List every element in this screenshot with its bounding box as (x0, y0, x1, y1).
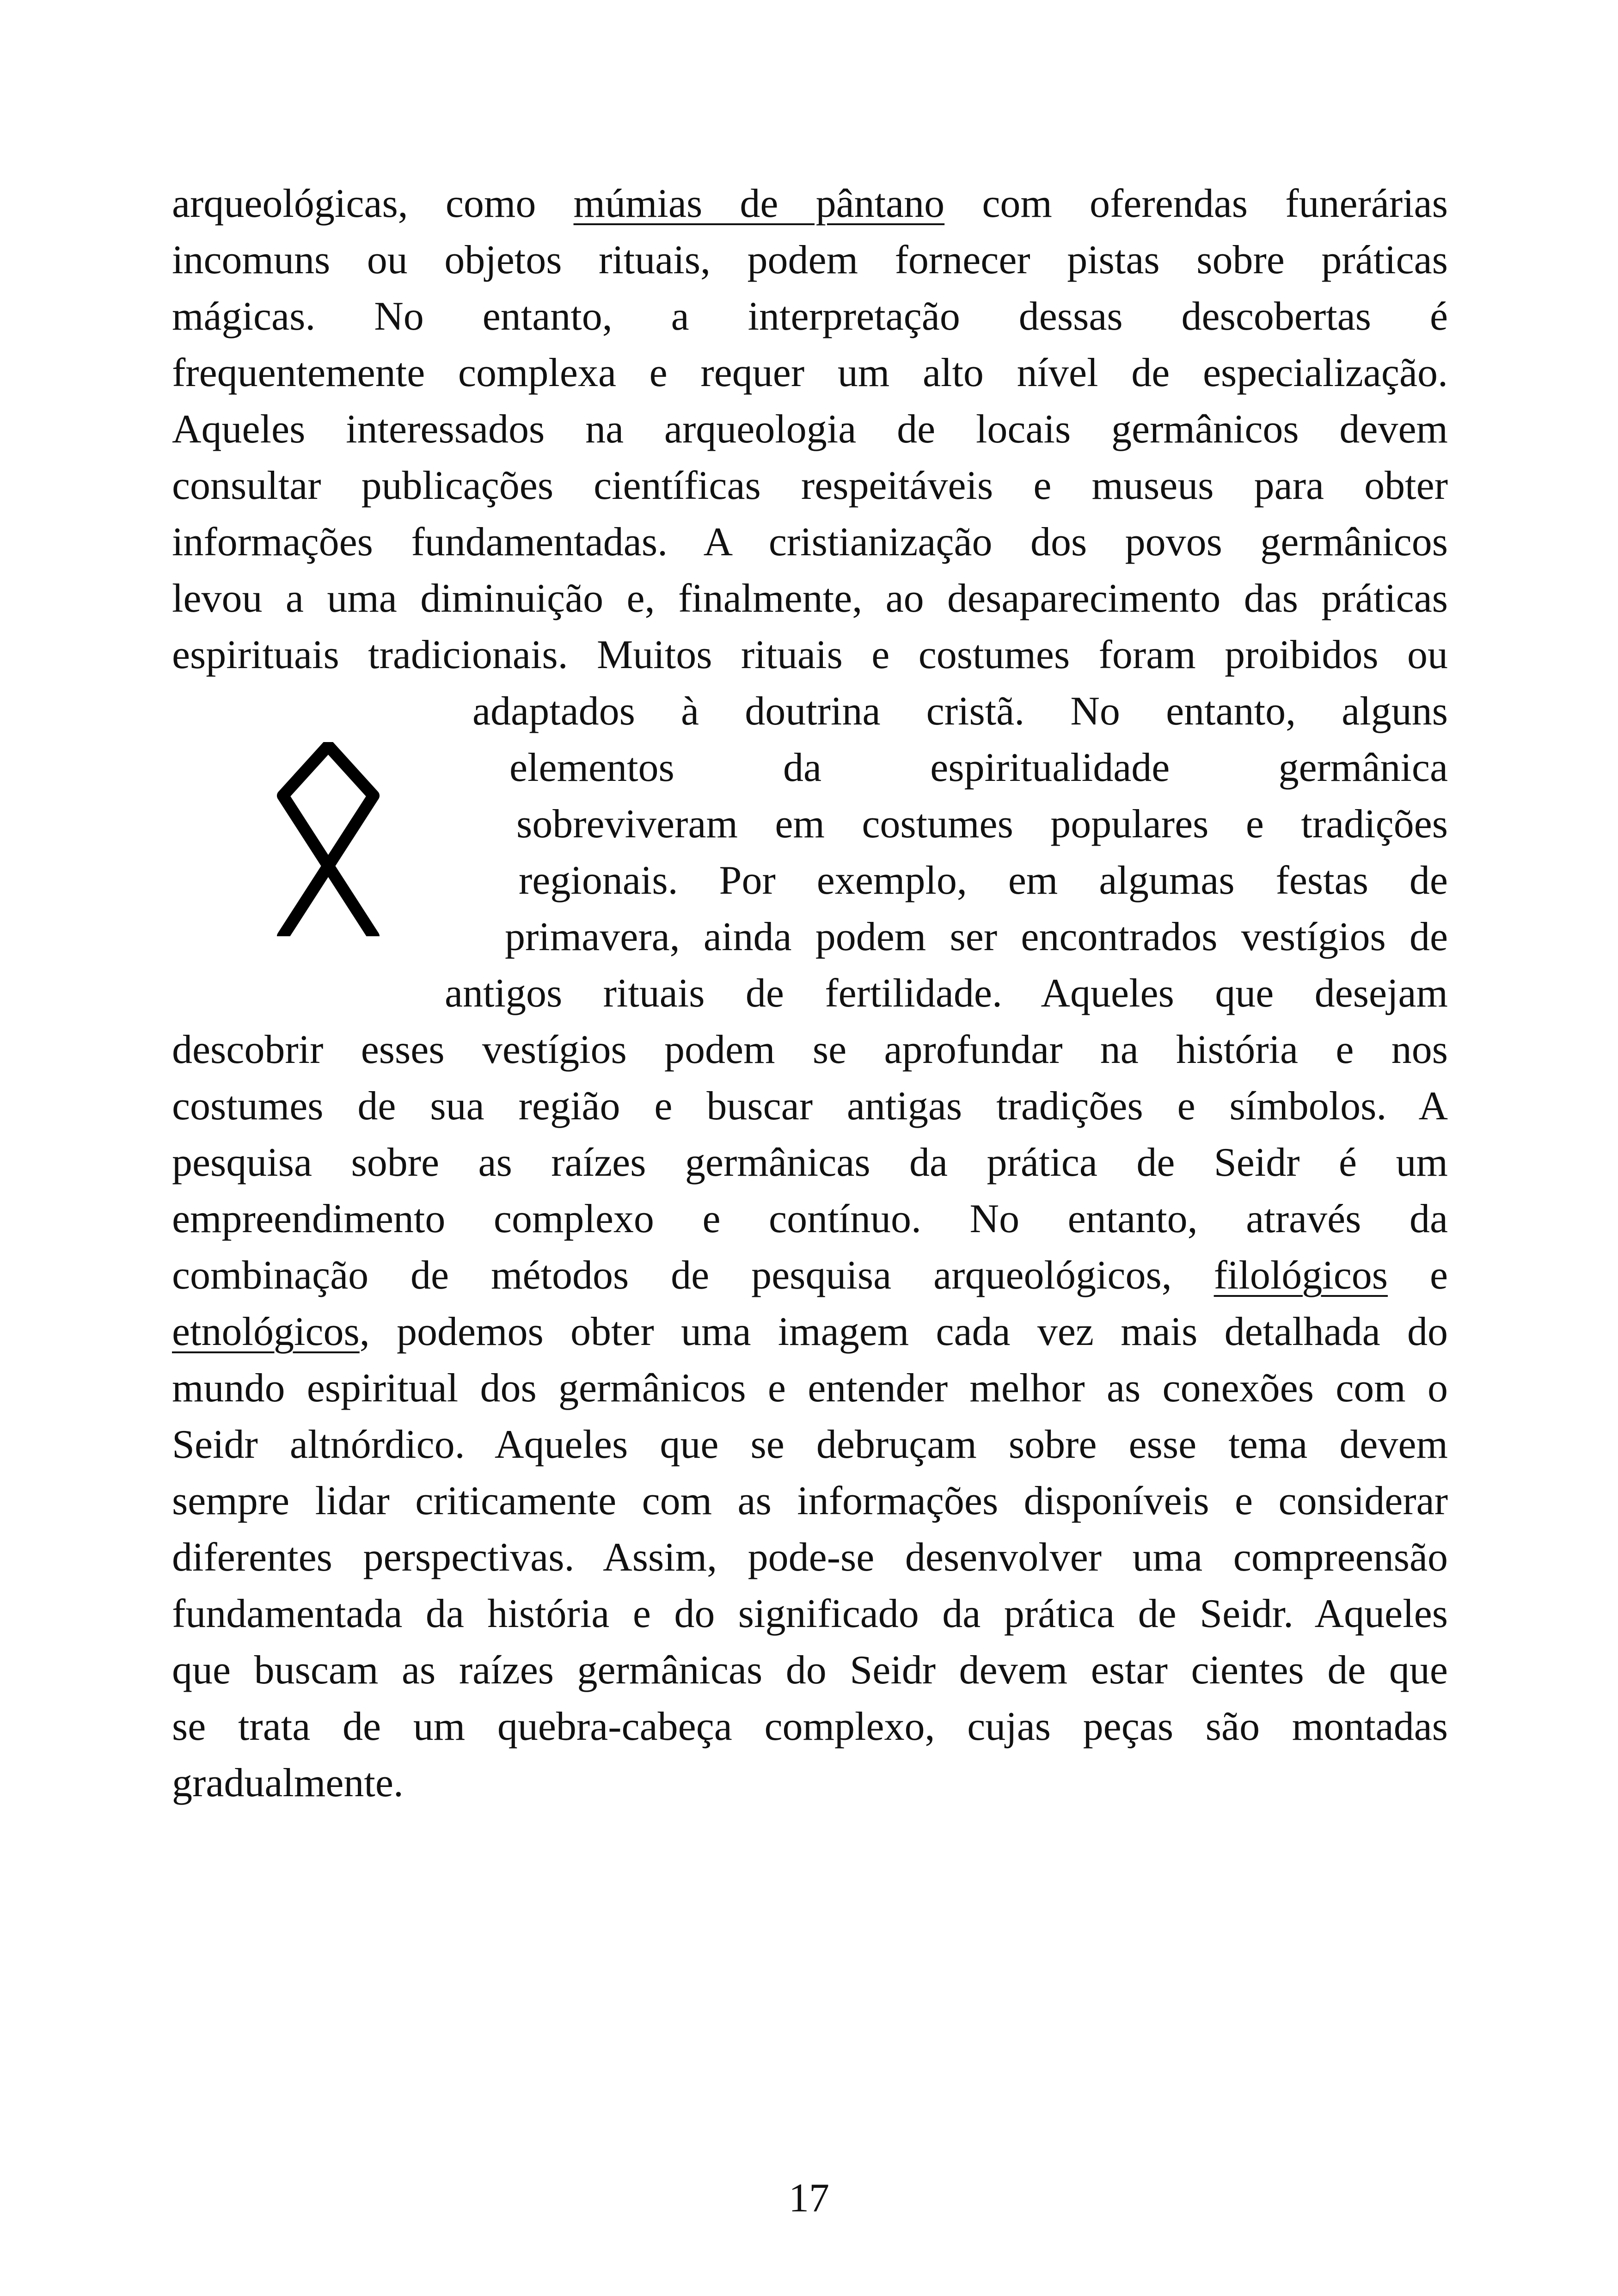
text-segment: que buscam as raízes germânicas do Seidr devem estar cientes de que (172, 1648, 1448, 1693)
text-line (516, 796, 1448, 853)
text-segment: pesquisa sobre as raízes germânicas da prática de Seidr é um (172, 1140, 1448, 1185)
text-segment: combinação de métodos de pesquisa arqueológicos, (172, 1253, 1214, 1298)
text-segment: regionais. Por exemplo, em algumas festas de (519, 858, 1448, 903)
text-line (172, 1699, 1448, 1755)
text-segment: empreendimento complexo e contínuo. No entanto, através da (172, 1197, 1448, 1241)
text-line (172, 345, 1448, 401)
text-line (172, 401, 1448, 458)
text-line (505, 909, 1448, 965)
text-segment: elementos da espiritualidade germânica (509, 745, 1448, 790)
text-segment: fundamentada da história e do significado da prática de Seidr. Aqueles (172, 1591, 1448, 1636)
body-text (172, 176, 1448, 1811)
text-segment: e (1388, 1253, 1448, 1298)
text-line (172, 1642, 1448, 1699)
text-segment: mundo espiritual dos germânicos e entender melhor as conexões com o (172, 1366, 1448, 1411)
text-segment: primavera, ainda podem ser encontrados vestígios de (505, 915, 1448, 959)
text-line (172, 1529, 1448, 1586)
text-line (172, 1586, 1448, 1642)
text-line (172, 1473, 1448, 1529)
text-segment: descobrir esses vestígios podem se aprofundar na história e nos (172, 1027, 1448, 1072)
text-line (172, 1360, 1448, 1417)
text-segment: sempre lidar criticamente com as informações disponíveis e considerar (172, 1479, 1448, 1523)
text-line (172, 232, 1448, 289)
text-line (445, 965, 1448, 1022)
text-line (172, 1247, 1448, 1304)
text-line (172, 289, 1448, 345)
text-segment: antigos rituais de fertilidade. Aqueles que desejam (445, 971, 1448, 1016)
text-line (172, 1755, 1448, 1811)
text-segment: Aqueles interessados na arqueologia de locais germânicos devem (172, 407, 1448, 452)
text-line (172, 571, 1448, 627)
text-line (172, 1135, 1448, 1191)
page-number: 17 (789, 2176, 829, 2221)
text-segment: frequentemente complexa e requer um alto nível de especialização. (172, 350, 1448, 395)
text-line (172, 458, 1448, 514)
text-line (172, 1304, 1448, 1360)
text-segment: espirituais tradicionais. Muitos rituais e costumes foram proibidos ou (172, 632, 1448, 677)
text-line (172, 627, 1448, 683)
text-segment: com oferendas funerárias (944, 181, 1448, 226)
text-line (519, 853, 1448, 909)
underlined-term: etnológicos (172, 1309, 360, 1354)
text-segment: sobreviveram em costumes populares e tradições (516, 802, 1448, 847)
text-segment: informações fundamentadas. A cristianização dos povos germânicos (172, 520, 1448, 565)
text-line (172, 514, 1448, 571)
othala-rune-icon (273, 742, 384, 936)
underlined-term: filológicos (1214, 1253, 1388, 1298)
text-segment: consultar publicações científicas respeitáveis e museus para obter (172, 463, 1448, 508)
text-segment: gradualmente. (172, 1761, 404, 1805)
text-line (172, 1417, 1448, 1473)
text-line (509, 740, 1448, 796)
text-segment: se trata de um quebra-cabeça complexo, cujas peças são montadas (172, 1704, 1448, 1749)
text-line (172, 1078, 1448, 1135)
text-line (172, 176, 1448, 232)
text-line (172, 1191, 1448, 1247)
text-segment: mágicas. No entanto, a interpretação dessas descobertas é (172, 294, 1448, 339)
text-line (472, 683, 1448, 740)
text-segment: incomuns ou objetos rituais, podem fornecer pistas sobre práticas (172, 238, 1448, 282)
text-segment: diferentes perspectivas. Assim, pode-se desenvolver uma compreensão (172, 1535, 1448, 1580)
text-segment: adaptados à doutrina cristã. No entanto, alguns (472, 689, 1448, 734)
text-line (172, 1022, 1448, 1078)
text-segment: levou a uma diminuição e, finalmente, ao desaparecimento das práticas (172, 576, 1448, 621)
text-segment: costumes de sua região e buscar antigas tradições e símbolos. A (172, 1084, 1448, 1129)
text-segment: arqueológicas, como (172, 181, 574, 226)
text-segment: Seidr altnórdico. Aqueles que se debruçam sobre esse tema devem (172, 1422, 1448, 1467)
text-segment: , podemos obter uma imagem cada vez mais detalhada do (359, 1309, 1448, 1354)
underlined-term: múmias de pântano (573, 181, 945, 226)
